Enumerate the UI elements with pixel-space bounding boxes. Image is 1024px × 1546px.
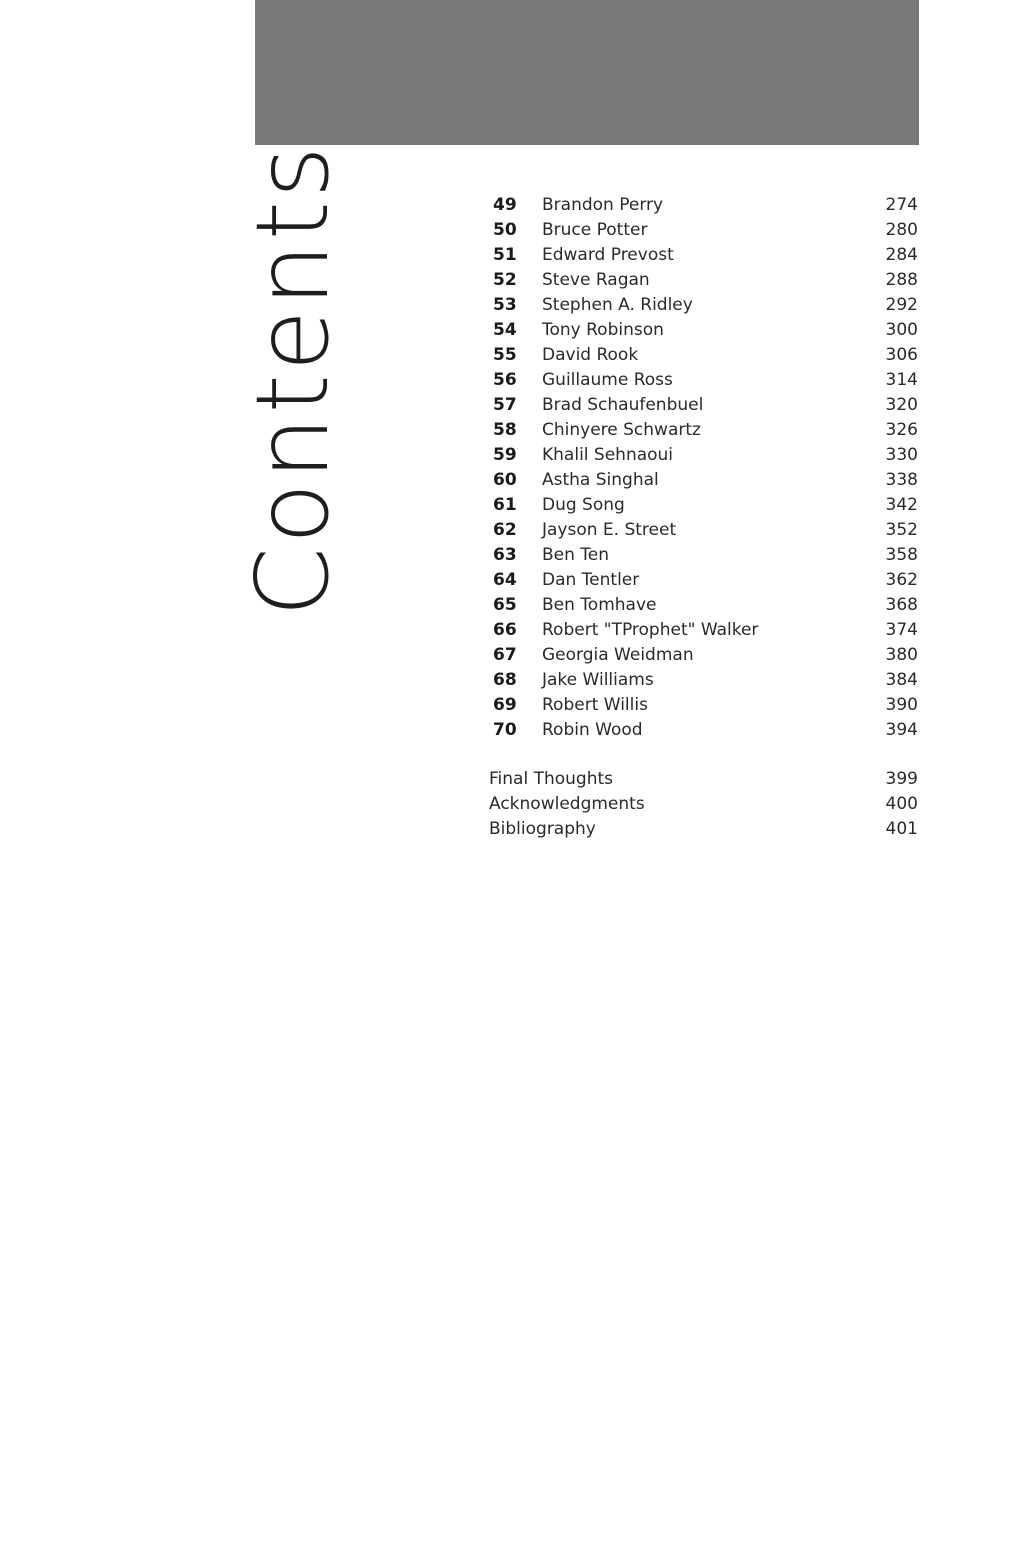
- toc-entry[interactable]: [489, 568, 920, 593]
- toc-entry[interactable]: [489, 418, 920, 443]
- chapter-name: Brandon Perry: [542, 195, 664, 215]
- header-band: [255, 0, 919, 145]
- toc-entry[interactable]: [489, 518, 920, 543]
- chapter-number: 53: [493, 295, 517, 315]
- chapter-name: Tony Robinson: [542, 320, 664, 340]
- chapter-number: 54: [493, 320, 517, 340]
- toc-entry[interactable]: [489, 368, 920, 393]
- chapter-name: Edward Prevost: [542, 245, 674, 265]
- chapter-name: Stephen A. Ridley: [542, 295, 693, 315]
- toc-entry[interactable]: [489, 493, 920, 518]
- page-number: 280: [885, 220, 918, 240]
- page-number: 338: [885, 470, 918, 490]
- chapter-number: 49: [493, 195, 517, 215]
- toc-entry[interactable]: [489, 218, 920, 243]
- chapter-name: Robert "TProphet" Walker: [542, 620, 759, 640]
- page-number: 374: [885, 620, 918, 640]
- chapter-number: 66: [493, 620, 517, 640]
- chapter-name: David Rook: [542, 345, 639, 365]
- chapter-name: Robert Willis: [542, 695, 648, 715]
- section-name: Acknowledgments: [489, 794, 645, 814]
- page-number: 399: [885, 769, 918, 789]
- toc-entry[interactable]: [489, 817, 920, 842]
- page-number: 314: [885, 370, 918, 390]
- chapter-number: 57: [493, 395, 517, 415]
- section-name: Bibliography: [489, 819, 596, 839]
- page-number: 292: [885, 295, 918, 315]
- chapter-number: 63: [493, 545, 517, 565]
- chapter-number: 55: [493, 345, 517, 365]
- page-number: 352: [885, 520, 918, 540]
- chapter-name: Guillaume Ross: [542, 370, 673, 390]
- chapter-name: Brad Schaufenbuel: [542, 395, 704, 415]
- chapter-number: 69: [493, 695, 517, 715]
- page-number: 380: [885, 645, 918, 665]
- chapter-name: Astha Singhal: [542, 470, 659, 490]
- chapter-number: 61: [493, 495, 517, 515]
- page-number: 390: [885, 695, 918, 715]
- chapter-number: 67: [493, 645, 517, 665]
- back-matter-list: [489, 767, 920, 842]
- toc-entry[interactable]: [489, 293, 920, 318]
- chapter-number: 70: [493, 720, 517, 740]
- chapter-number: 68: [493, 670, 517, 690]
- toc-entry[interactable]: [489, 193, 920, 218]
- page-number: 401: [885, 819, 918, 839]
- toc-entry[interactable]: [489, 443, 920, 468]
- chapter-number: 50: [493, 220, 517, 240]
- toc-entry[interactable]: [489, 243, 920, 268]
- toc-entry[interactable]: [489, 468, 920, 493]
- page-number: 358: [885, 545, 918, 565]
- table-of-contents: [489, 193, 920, 743]
- page-number: 306: [885, 345, 918, 365]
- page-number: 330: [885, 445, 918, 465]
- chapter-name: Khalil Sehnaoui: [542, 445, 674, 465]
- chapter-name: Jake Williams: [542, 670, 654, 690]
- page-number: 300: [885, 320, 918, 340]
- chapter-name: Chinyere Schwartz: [542, 420, 701, 440]
- chapter-number: 58: [493, 420, 517, 440]
- page-number: 394: [885, 720, 918, 740]
- chapter-number: 56: [493, 370, 517, 390]
- toc-entry[interactable]: [489, 393, 920, 418]
- page-title: Contents: [234, 143, 351, 617]
- chapter-name: Robin Wood: [542, 720, 643, 740]
- section-name: Final Thoughts: [489, 769, 614, 789]
- chapter-number: 60: [493, 470, 517, 490]
- toc-entry[interactable]: [489, 718, 920, 743]
- toc-entry[interactable]: [489, 792, 920, 817]
- page-number: 274: [885, 195, 918, 215]
- toc-entry[interactable]: [489, 268, 920, 293]
- chapter-name: Dan Tentler: [542, 570, 640, 590]
- toc-entry[interactable]: [489, 767, 920, 792]
- toc-entry[interactable]: [489, 593, 920, 618]
- page-number: 342: [885, 495, 918, 515]
- chapter-number: 65: [493, 595, 517, 615]
- chapter-name: Ben Ten: [542, 545, 610, 565]
- toc-entry[interactable]: [489, 693, 920, 718]
- toc-entry[interactable]: [489, 318, 920, 343]
- chapter-name: Dug Song: [542, 495, 625, 515]
- page-number: 384: [885, 670, 918, 690]
- chapter-name: Jayson E. Street: [542, 520, 677, 540]
- page-number: 320: [885, 395, 918, 415]
- page-number: 288: [885, 270, 918, 290]
- chapter-number: 51: [493, 245, 517, 265]
- page-number: 284: [885, 245, 918, 265]
- chapter-name: Steve Ragan: [542, 270, 650, 290]
- toc-entry[interactable]: [489, 643, 920, 668]
- chapter-name: Georgia Weidman: [542, 645, 694, 665]
- page-number: 368: [885, 595, 918, 615]
- page-number: 362: [885, 570, 918, 590]
- chapter-number: 52: [493, 270, 517, 290]
- chapter-number: 64: [493, 570, 517, 590]
- toc-entry[interactable]: [489, 618, 920, 643]
- page-number: 400: [885, 794, 918, 814]
- toc-entry[interactable]: [489, 668, 920, 693]
- toc-entry[interactable]: [489, 343, 920, 368]
- chapter-number: 62: [493, 520, 517, 540]
- chapter-name: Bruce Potter: [542, 220, 648, 240]
- chapter-number: 59: [493, 445, 517, 465]
- chapter-name: Ben Tomhave: [542, 595, 657, 615]
- page-number: 326: [885, 420, 918, 440]
- toc-entry[interactable]: [489, 543, 920, 568]
